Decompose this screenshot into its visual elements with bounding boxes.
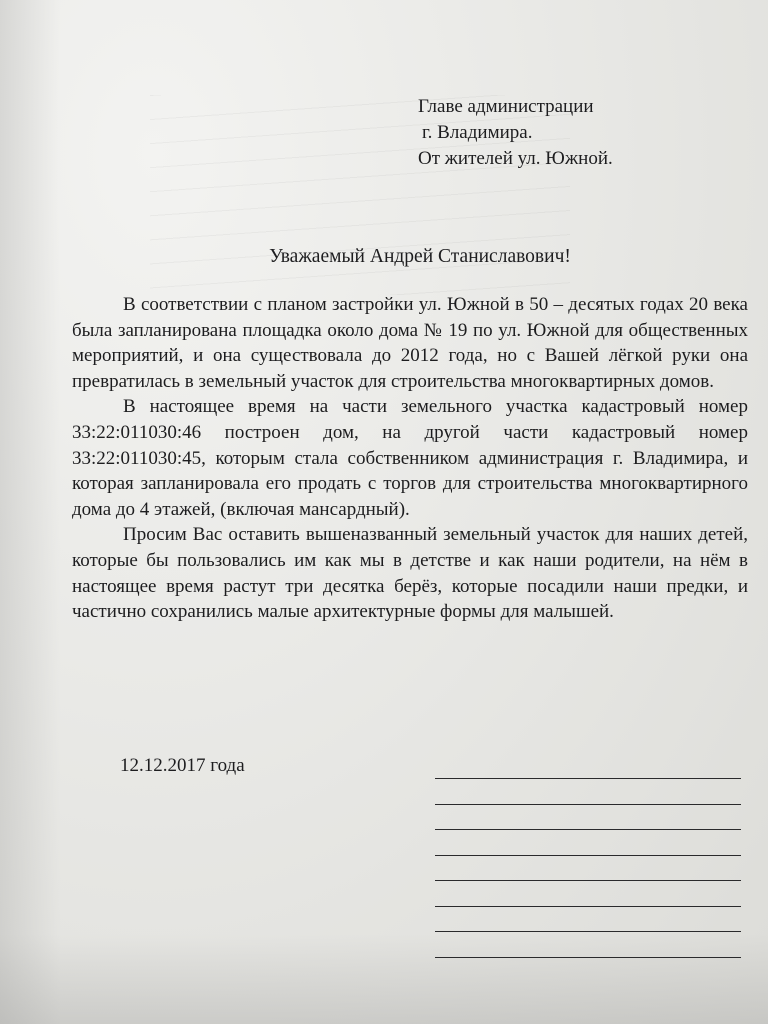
signature-lines xyxy=(435,778,741,982)
signature-line xyxy=(435,880,741,881)
addressee-line-1: Главе администрации xyxy=(418,96,594,117)
addressee-line-2: г. Владимира. xyxy=(422,122,533,143)
greeting: Уважаемый Андрей Станиславович! xyxy=(269,246,571,267)
paragraph-2: В настоящее время на части земельного участка кадастровый номер 33:22:011030:46 построен дом, на другой части кадастровый номер 33:22:011030:45, которым стала собственником администрация г. Владимира, и которая запланировала его продать с торгов для строительства многоквартирного дома до 4 этажей, (включая мансардный). xyxy=(72,396,748,520)
letter-body xyxy=(72,292,748,625)
letter-date: 12.12.2017 года xyxy=(120,755,245,776)
addressee-block xyxy=(418,94,613,172)
signature-line xyxy=(435,957,741,958)
paragraph-3: Просим Вас оставить вышеназванный земельный участок для наших детей, которые бы пользовались им как мы в детстве и как наши родители, на нём в настоящее время растут три десятка берёз, которые посадили наши предки, и частично сохранились малые архитектурные формы для малышей. xyxy=(72,524,748,623)
signature-line xyxy=(435,829,741,830)
page-shadow-left xyxy=(0,0,60,1024)
signature-line xyxy=(435,804,741,805)
signature-line xyxy=(435,778,741,779)
signature-line xyxy=(435,906,741,907)
signature-line xyxy=(435,931,741,932)
signature-line xyxy=(435,855,741,856)
addressee-line-3: От жителей ул. Южной. xyxy=(418,148,613,169)
paragraph-1: В соответствии с планом застройки ул. Южной в 50 – десятых годах 20 века была запланирована площадка около дома № 19 по ул. Южной для общественных мероприятий, и она существовала до 2012 года, но с Вашей лёгкой руки она превратилась в земельный участок для строительства многоквартирных домов. xyxy=(72,294,748,392)
